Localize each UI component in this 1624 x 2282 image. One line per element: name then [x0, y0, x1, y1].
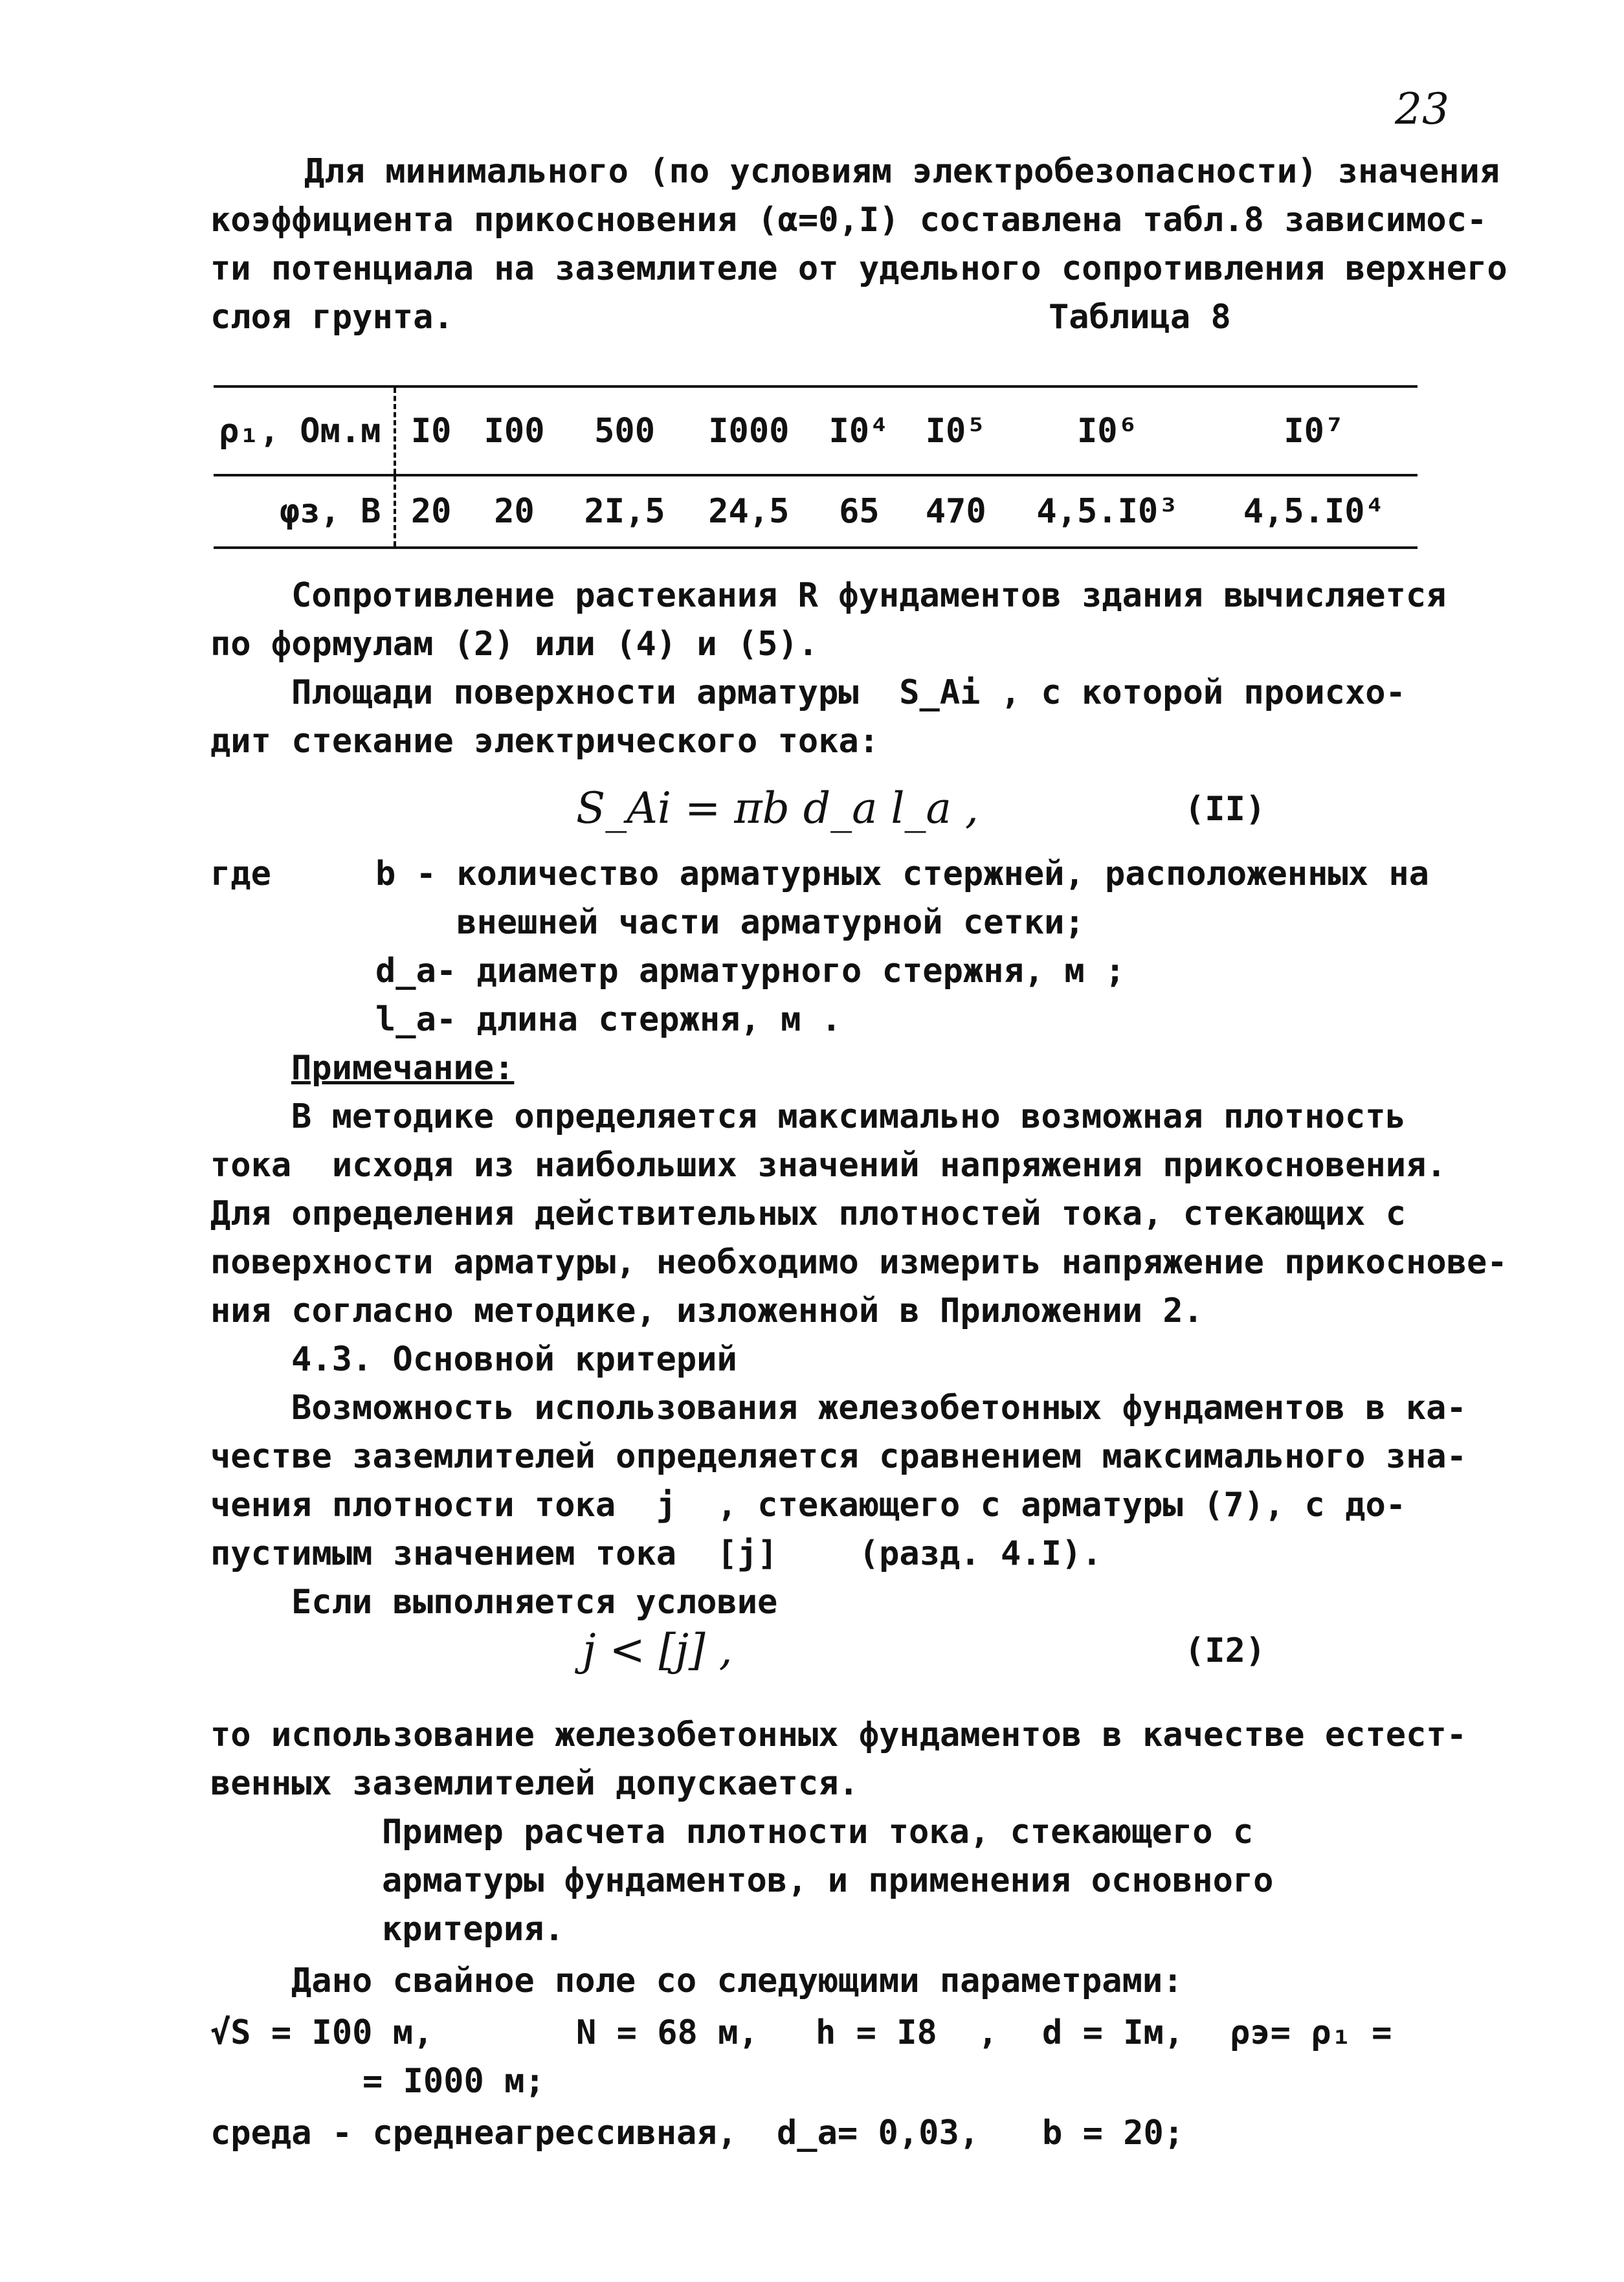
- intro-line-1: Для минимального (по условиям электробезопасности) значения: [304, 152, 1500, 191]
- param-rho-value: = I000 м;: [362, 2062, 545, 2101]
- table-cell: I0⁷: [1211, 386, 1418, 475]
- definition-la: l_a- длина стержня, м .: [375, 1000, 842, 1039]
- given-intro: Дано свайное поле со следующими параметрами:: [291, 1962, 1183, 2000]
- table-cell: 470: [907, 475, 1004, 548]
- area-line-2: дит стекание электрического тока:: [210, 722, 880, 761]
- param-rho: ρэ= ρ₁ =: [1230, 2013, 1392, 2052]
- formula-12-number: (I2): [1185, 1631, 1266, 1670]
- example-line-3: критерия.: [382, 1910, 564, 1949]
- page-number: 23: [1395, 84, 1449, 134]
- formula-11-number: (II): [1185, 790, 1266, 829]
- param-n: N = 68 м,: [576, 2013, 759, 2052]
- note-line-2: тока исходя из наибольших значений напряжения прикосновения.: [210, 1146, 1447, 1185]
- table-caption: Таблица 8: [1049, 298, 1231, 337]
- definition-da: d_a- диаметр арматурного стержня, м ;: [375, 952, 1126, 990]
- table-cell: I00: [466, 386, 562, 475]
- param-h: h = I8 ,: [816, 2013, 998, 2052]
- criterion-line-4: пустимым значением тока [j] (разд. 4.I).: [210, 1534, 1102, 1573]
- note-line-1: В методике определяется максимально возможная плотность: [291, 1097, 1406, 1136]
- example-line-1: Пример расчета плотности тока, стекающего с: [382, 1813, 1254, 1851]
- section-title: 4.3. Основной критерий: [291, 1340, 737, 1379]
- criterion-line-1: Возможность использования железобетонных фундаментов в ка-: [291, 1389, 1467, 1427]
- note-line-5: ния согласно методике, изложенной в Приложении 2.: [210, 1292, 1204, 1330]
- table-cell: 4,5.I0³: [1004, 475, 1210, 548]
- where-label: где: [210, 855, 271, 893]
- table-cell: I000: [687, 386, 811, 475]
- param-medium: среда - среднеагрессивная,: [210, 2114, 737, 2153]
- conclusion-line-1: то использование железобетонных фундаментов в качестве естест-: [210, 1716, 1467, 1754]
- area-line-1: Площади поверхности арматуры S_Ai , с которой происхо-: [291, 673, 1406, 712]
- criterion-line-2: честве заземлителей определяется сравнением максимального зна-: [210, 1437, 1467, 1476]
- note-title: Примечание:: [291, 1049, 515, 1088]
- formula-12: j < [j] ,: [583, 1625, 733, 1675]
- row-header-resistivity: ρ₁, Ом.м: [214, 386, 395, 475]
- table-cell: I0⁵: [907, 386, 1004, 475]
- intro-line-2: коэффициента прикосновения (α=0,I) составлена табл.8 зависимос-: [210, 201, 1487, 240]
- intro-line-3: ти потенциала на заземлителе от удельного сопротивления верхнего: [210, 249, 1507, 288]
- definition-b: b - количество арматурных стержней, расположенных на: [375, 855, 1429, 893]
- note-line-4: поверхности арматуры, необходимо измерить напряжение прикоснове-: [210, 1243, 1507, 1282]
- row-header-potential: φз, В: [214, 475, 395, 548]
- note-line-3: Для определения действительных плотностей тока, стекающих с: [210, 1194, 1407, 1233]
- param-d: d = Iм,: [1042, 2013, 1185, 2052]
- resistance-line-1: Сопротивление растекания R фундаментов здания вычисляется: [291, 576, 1447, 615]
- table-row-resistivity: [214, 386, 1418, 475]
- resistance-line-2: по формулам (2) или (4) и (5).: [210, 625, 819, 664]
- conclusion-line-2: венных заземлителей допускается.: [210, 1764, 859, 1803]
- table-cell: 65: [811, 475, 907, 548]
- table-cell: 2I,5: [562, 475, 687, 548]
- table-cell: 20: [395, 475, 465, 548]
- table-cell: 500: [562, 386, 687, 475]
- param-b: b = 20;: [1042, 2114, 1185, 2153]
- table-cell: I0⁶: [1004, 386, 1210, 475]
- table-cell: 4,5.I0⁴: [1211, 475, 1418, 548]
- condition-intro: Если выполняется условие: [291, 1583, 778, 1622]
- param-da: d_a= 0,03,: [777, 2114, 980, 2153]
- criterion-line-3: чения плотности тока j , стекающего с арматуры (7), с до-: [210, 1486, 1407, 1525]
- definition-b-cont: внешней части арматурной сетки;: [375, 903, 1085, 942]
- table-row-potential: [214, 475, 1418, 548]
- formula-11: S_Ai = πb d_a l_a ,: [576, 783, 979, 833]
- table-cell: I0⁴: [811, 386, 907, 475]
- example-line-2: арматуры фундаментов, и применения основного: [382, 1861, 1274, 1900]
- table-cell: 20: [466, 475, 562, 548]
- table-cell: 24,5: [687, 475, 811, 548]
- intro-line-4: слоя грунта.: [210, 298, 454, 337]
- param-sqrt-s: √S = I00 м,: [210, 2013, 434, 2052]
- table-8: [214, 385, 1418, 549]
- table-cell: I0: [395, 386, 465, 475]
